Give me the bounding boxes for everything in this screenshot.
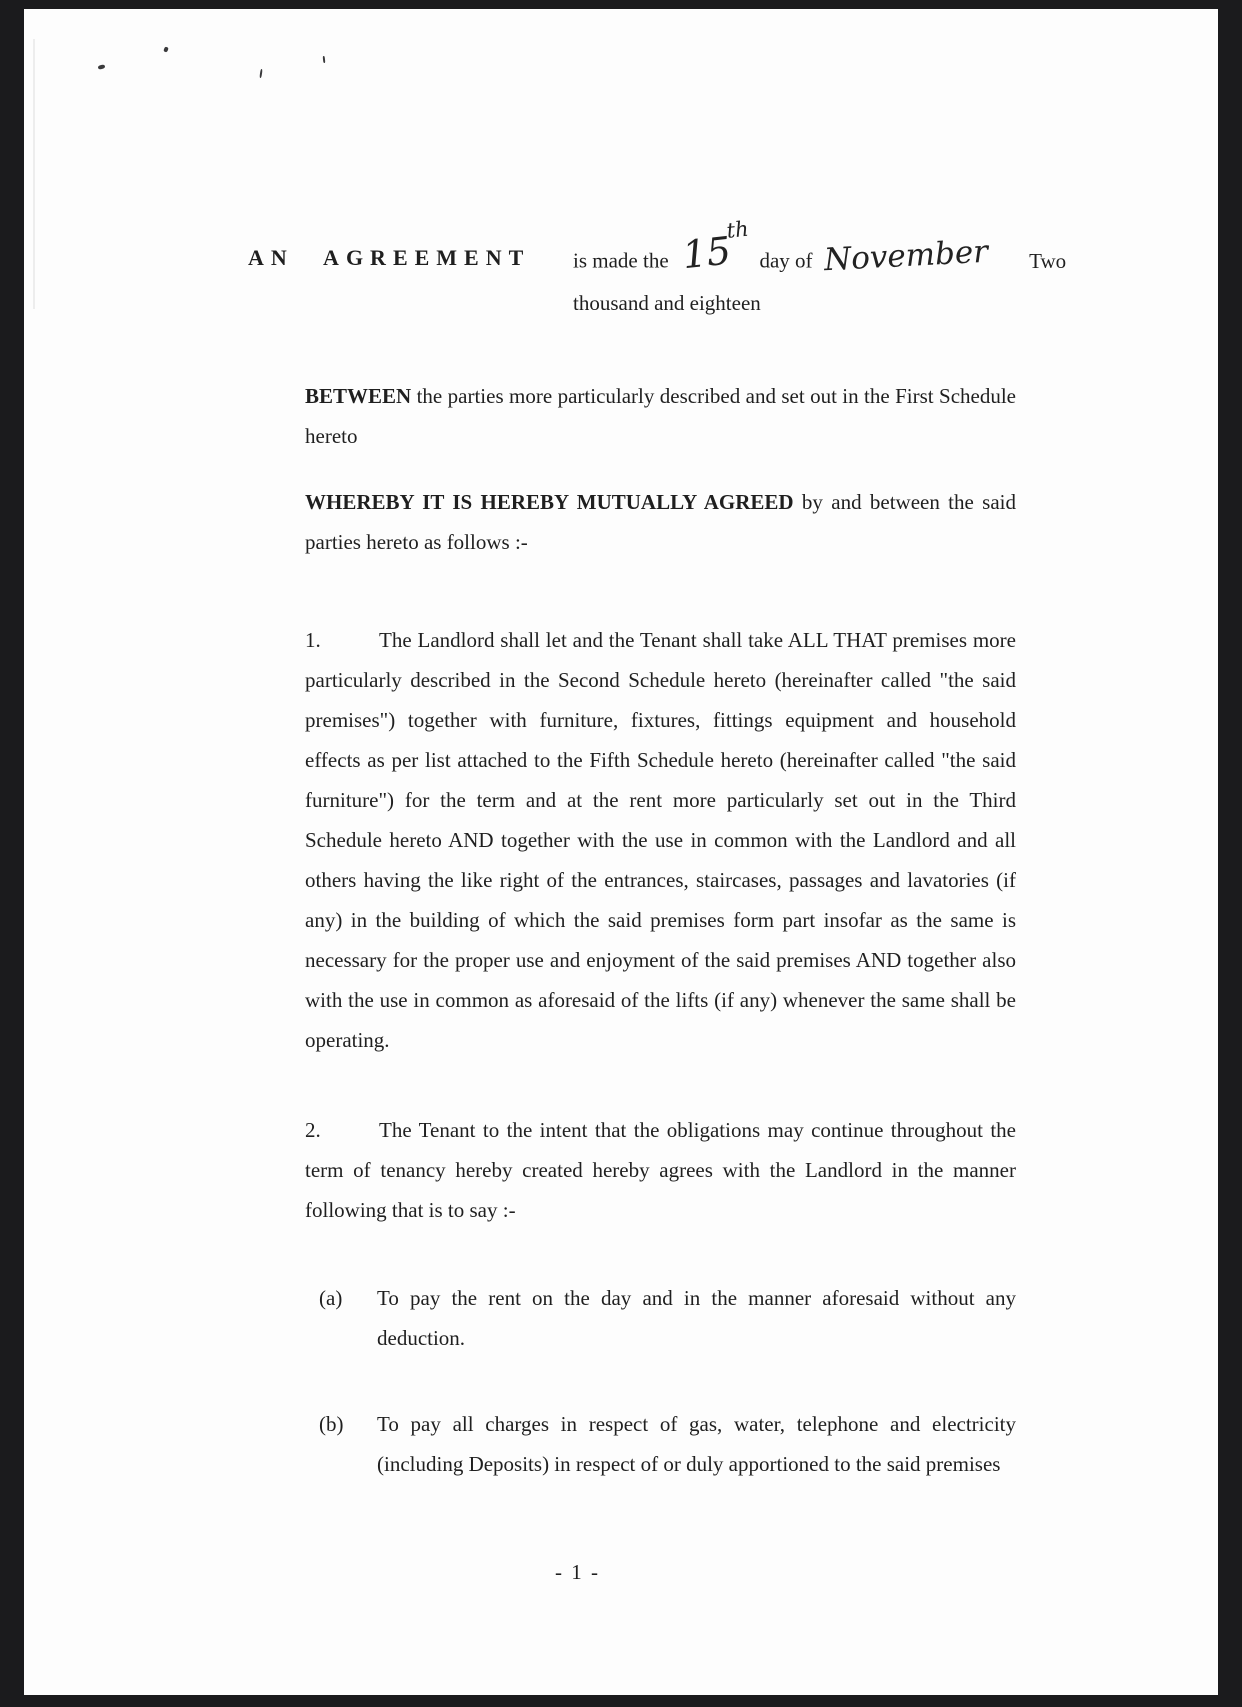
- day-number: 15: [680, 228, 733, 278]
- scan-edge-line: [33, 39, 35, 309]
- document-page: [24, 9, 1218, 1695]
- day-ordinal: th: [725, 216, 750, 243]
- scan-speck: [163, 46, 168, 52]
- agreement-title: AN AGREEMENT: [248, 245, 531, 270]
- clause-2: [305, 1110, 1016, 1230]
- whereby-paragraph: [305, 482, 1016, 562]
- day-of-text: day of: [759, 248, 813, 273]
- scan-speck: [259, 69, 262, 78]
- date-clause: [573, 216, 1067, 324]
- year-line: thousand and eighteen: [573, 290, 761, 315]
- clause-text: The Landlord shall let and the Tenant shall take ALL THAT premises more particularly described in the Second Schedule hereto (hereinafter called "the said premises") together with furniture, fixtures, fittings equipment and household effects as per list attached to the Fifth Schedule hereto (hereinafter called "the said furniture") for the term and at the rent more particularly set out in the Third Schedule hereto AND together with the use in common with the Landlord and all others having the like right of the entrances, staircases, passages and lavatories (if any) in the building of which the said premises form part insofar as the same is necessary for the proper use and enjoyment of the said premises AND together also with the use in common as aforesaid of the lifts (if any) whenever the same shall be operating.: [305, 627, 1016, 1052]
- whereby-keyword: WHEREBY IT IS HEREBY MUTUALLY AGREED: [305, 489, 794, 514]
- handwritten-month: November: [822, 233, 989, 278]
- page-number: - 1 -: [555, 1559, 600, 1584]
- subclause-a: [319, 1278, 1016, 1358]
- between-keyword: BETWEEN: [305, 383, 412, 408]
- between-text: the parties more particularly described and set out in the First Schedule hereto: [305, 383, 1016, 448]
- document-content: [248, 9, 1067, 1592]
- subclause-text: To pay the rent on the day and in the manner aforesaid without any deduction.: [377, 1285, 1016, 1350]
- handwritten-day: [680, 216, 754, 278]
- made-prefix-text: is made the: [573, 248, 669, 273]
- clause-number: 1.: [305, 627, 321, 652]
- scan-speck: [98, 64, 106, 70]
- clause-number: 2.: [305, 1117, 321, 1142]
- clause-text: The Tenant to the intent that the obligations may continue throughout the term of tenancy hereby created hereby agrees with the Landlord in the manner following that is to say :-: [305, 1117, 1016, 1222]
- clause-1: [305, 620, 1016, 1060]
- whereby-text: by and between the said parties hereto as follows :-: [305, 489, 1016, 554]
- subclause-text: To pay all charges in respect of gas, water, telephone and electricity (including Deposits) in respect of or duly apportioned to the said premises: [377, 1411, 1016, 1476]
- subclause-label: (a): [319, 1285, 343, 1310]
- date-line: [573, 216, 1067, 282]
- agreement-header: [248, 216, 1067, 324]
- year-word: Two: [1029, 248, 1067, 273]
- between-paragraph: [305, 376, 1016, 456]
- subclause-label: (b): [319, 1411, 344, 1436]
- subclause-b: [319, 1404, 1016, 1484]
